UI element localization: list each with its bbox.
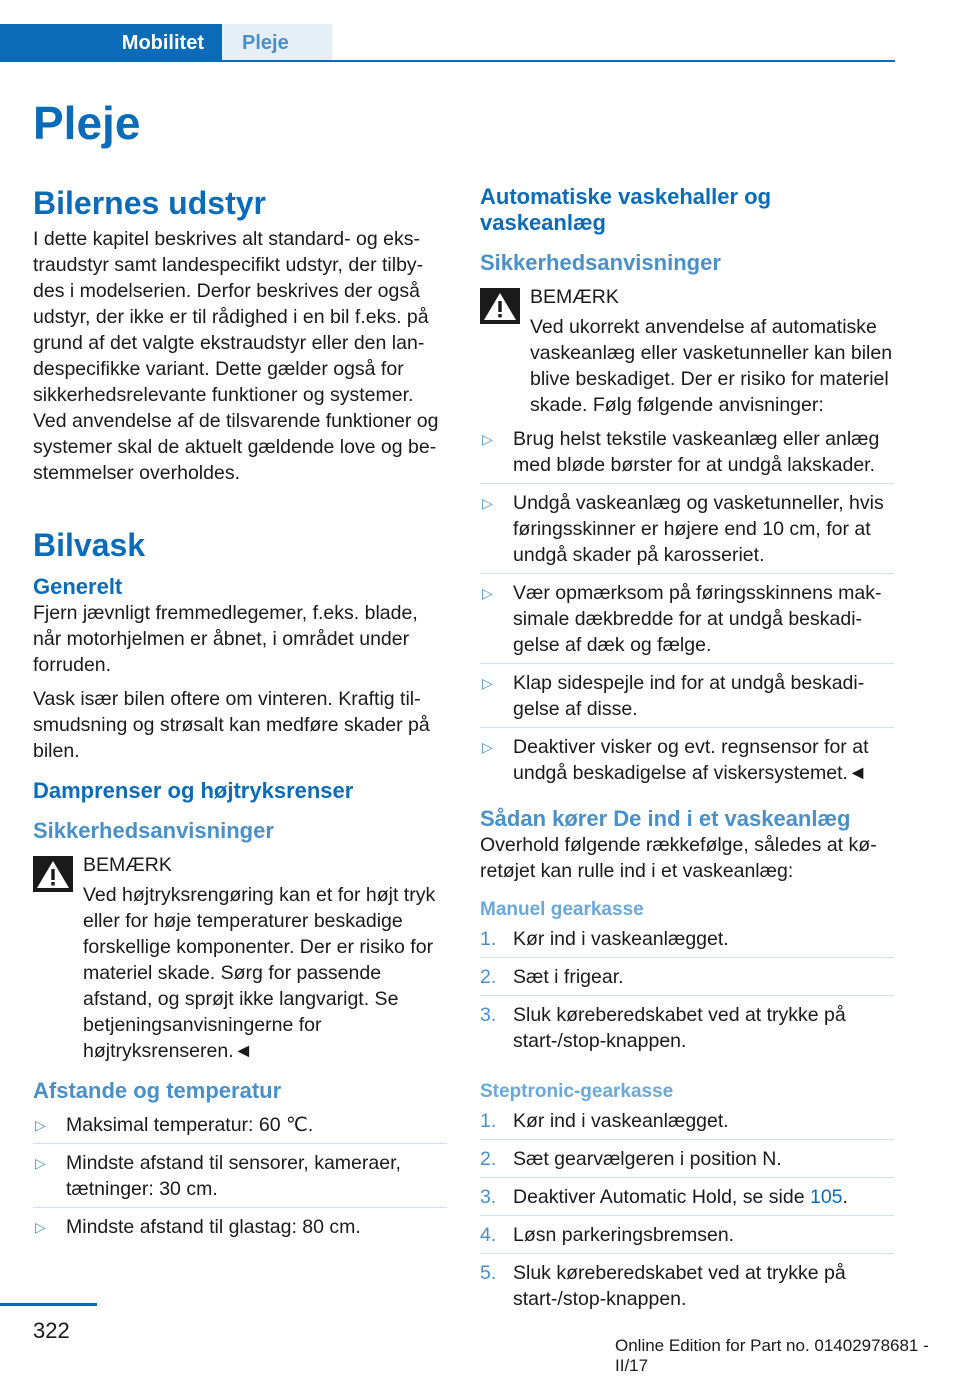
heading-sikkerhed-right: Sikkerhedsanvisninger	[480, 250, 721, 275]
warning-triangle-icon	[480, 288, 520, 324]
triangle-right-icon: ▷	[482, 495, 493, 511]
paragraph-generelt-1: Fjern jævnligt fremmedlegemer, f.eks. blade, når motorhjelmen er åbnet, i området under forruden.	[33, 602, 418, 676]
step-number: 3.	[480, 1004, 497, 1026]
paragraph-bilernes-udstyr: I dette kapitel beskrives alt standard- og ekstraudstyr samt landespecifikt udstyr, der tilbydes i modelserien. Derfor beskrives der også udstyr, der ikke er til rådighed i en bil f.eks. på grund af det valgte ekstraudstyr eller den landespecifikke variant. Dette gælder også for sikkerhedsrelevante funktioner og systemer. Ved anvendelse af de tilsvarende funktioner og systemer skal de aktuelt gældende love og bestemmelser overholdes.	[33, 228, 439, 484]
tab-pleje[interactable]	[222, 24, 332, 62]
warning-label-right: BEMÆRK	[530, 286, 619, 308]
paragraph-generelt-2: Vask især bilen oftere om vinteren. Kraftig tilsmudsning og strøsalt kan medføre skader på bilen.	[33, 688, 430, 762]
list-steptronic	[480, 1108, 894, 1318]
triangle-right-icon: ▷	[35, 1117, 46, 1133]
list-item-text: Sluk køreberedskabet ved at trykke på start-/stop-knappen.	[513, 1262, 846, 1310]
list-item	[33, 1214, 447, 1246]
list-item-text: Brug helst tekstile vaskeanlæg eller anlæg med bløde børster for at undgå lakskader.	[513, 428, 880, 476]
list-item	[480, 426, 894, 484]
list-item	[480, 1108, 894, 1140]
warning-text-right: Ved ukorrekt anvendelse af automatiske vaskeanlæg eller vasketunneller kan bilen blive beskadiget. Der er risiko for materiel skade. Følg følgende anvisninger:	[530, 316, 893, 416]
heading-automatiske-vaskehaller: Automatiske vaskehaller og vaskeanlæg	[480, 184, 772, 235]
triangle-right-icon: ▷	[482, 585, 493, 601]
heading-damprenser: Damprenser og højtryksrenser	[33, 778, 354, 803]
triangle-right-icon: ▷	[482, 739, 493, 755]
header-rule	[0, 60, 895, 62]
list-item-text: Kør ind i vaskeanlægget.	[513, 928, 729, 950]
list-item	[480, 670, 894, 728]
step-number: 5.	[480, 1262, 497, 1284]
paragraph-saadan: Overhold følgende rækkefølge, således at køretøjet kan rulle ind i et vaskeanlæg:	[480, 834, 877, 882]
triangle-right-icon: ▷	[482, 675, 493, 691]
list-item-text: Kør ind i vaskeanlægget.	[513, 1110, 729, 1132]
step-number: 1.	[480, 1110, 497, 1132]
step-number: 2.	[480, 1148, 497, 1170]
list-item	[33, 1150, 447, 1208]
triangle-right-icon: ▷	[482, 431, 493, 447]
triangle-right-icon: ▷	[35, 1155, 46, 1171]
right-column	[480, 184, 894, 1324]
tab-mobilitet[interactable]	[0, 24, 222, 62]
page-number: 322	[33, 1318, 70, 1343]
list-item	[480, 1260, 894, 1318]
heading-saadan: Sådan kører De ind i et vaskeanlæg	[480, 806, 851, 831]
warning-text-left	[83, 882, 447, 1064]
page-title: Pleje	[33, 97, 141, 149]
list-item-text: Deaktiver visker og evt. regnsensor for at undgå beskadigelse af viskersystemet.◄	[513, 736, 869, 784]
list-item-text-end: .	[842, 1186, 848, 1208]
step-number: 2.	[480, 966, 497, 988]
list-item	[480, 580, 894, 664]
list-item	[480, 734, 894, 792]
step-number: 4.	[480, 1224, 497, 1246]
list-item-text: Løsn parkeringsbremsen.	[513, 1224, 735, 1246]
edition-info: Online Edition for Part no. 01402978681 - II/17	[615, 1336, 929, 1375]
list-item	[480, 964, 894, 996]
left-column	[33, 184, 447, 1252]
list-afstande	[33, 1112, 447, 1246]
list-item-text: Sæt i frigear.	[513, 966, 624, 988]
heading-manuel-gearkasse: Manuel gearkasse	[480, 899, 644, 920]
warning-box-left	[33, 852, 447, 1064]
list-item	[480, 1002, 894, 1060]
heading-bilernes-udstyr: Bilernes udstyr	[33, 185, 266, 221]
list-item	[480, 1184, 894, 1216]
tab-pleje-label: Pleje	[242, 31, 289, 54]
tab-mobilitet-label: Mobilitet	[121, 31, 204, 54]
list-item-text: Mindste afstand til sensorer, kameraer, tætninger: 30 cm.	[66, 1152, 401, 1200]
list-item-text: Mindste afstand til glastag: 80 cm.	[66, 1216, 361, 1238]
warning-label-left: BEMÆRK	[83, 854, 172, 876]
footer-rule	[0, 1303, 97, 1306]
heading-steptronic-gearkasse: Steptronic-gearkasse	[480, 1081, 674, 1102]
list-item	[33, 1112, 447, 1144]
heading-sikkerhed-left: Sikkerhedsanvisninger	[33, 818, 274, 843]
list-item-text: Vær opmærksom på føringsskinnens maksimale dækbredde for at undgå beskadigelse af dæk og fælge.	[513, 582, 882, 656]
list-item-text: Klap sidespejle ind for at undgå beskadigelse af disse.	[513, 672, 865, 720]
list-item	[480, 490, 894, 574]
warning-box-right	[480, 284, 894, 418]
list-item	[480, 1222, 894, 1254]
heading-bilvask: Bilvask	[33, 527, 146, 563]
list-item-text: Sluk køreberedskabet ved at trykke på start-/stop-knappen.	[513, 1004, 846, 1052]
list-warning-items	[480, 426, 894, 792]
list-item-text: Maksimal temperatur: 60 ℃.	[66, 1114, 314, 1136]
warning-text-left-content: Ved højtryksrengøring kan et for højt tryk eller for høje temperaturer beskadige forskellige komponenter. Der er risiko for materiel skade. Sørg for passende afstand, og sprøjt ikke langvarigt. Se betjeningsanvisningerne for højtryksrenseren.◄	[83, 884, 436, 1062]
list-item-text: Sæt gearvælgeren i position N.	[513, 1148, 782, 1170]
step-number: 1.	[480, 928, 497, 950]
list-item-text: Deaktiver Automatic Hold, se side	[513, 1186, 810, 1208]
warning-triangle-icon	[33, 856, 73, 892]
page-link-105[interactable]: 105	[809, 1186, 843, 1208]
list-item-text: Undgå vaskeanlæg og vasketunneller, hvis føringsskinner er højere end 10 cm, for at undgå skader på karosseriet.	[513, 492, 884, 566]
list-item	[480, 1146, 894, 1178]
heading-generelt: Generelt	[33, 574, 123, 599]
triangle-right-icon: ▷	[35, 1219, 46, 1235]
step-number: 3.	[480, 1186, 497, 1208]
list-item	[480, 926, 894, 958]
heading-afstande: Afstande og temperatur	[33, 1078, 282, 1103]
list-manuel	[480, 926, 894, 1060]
